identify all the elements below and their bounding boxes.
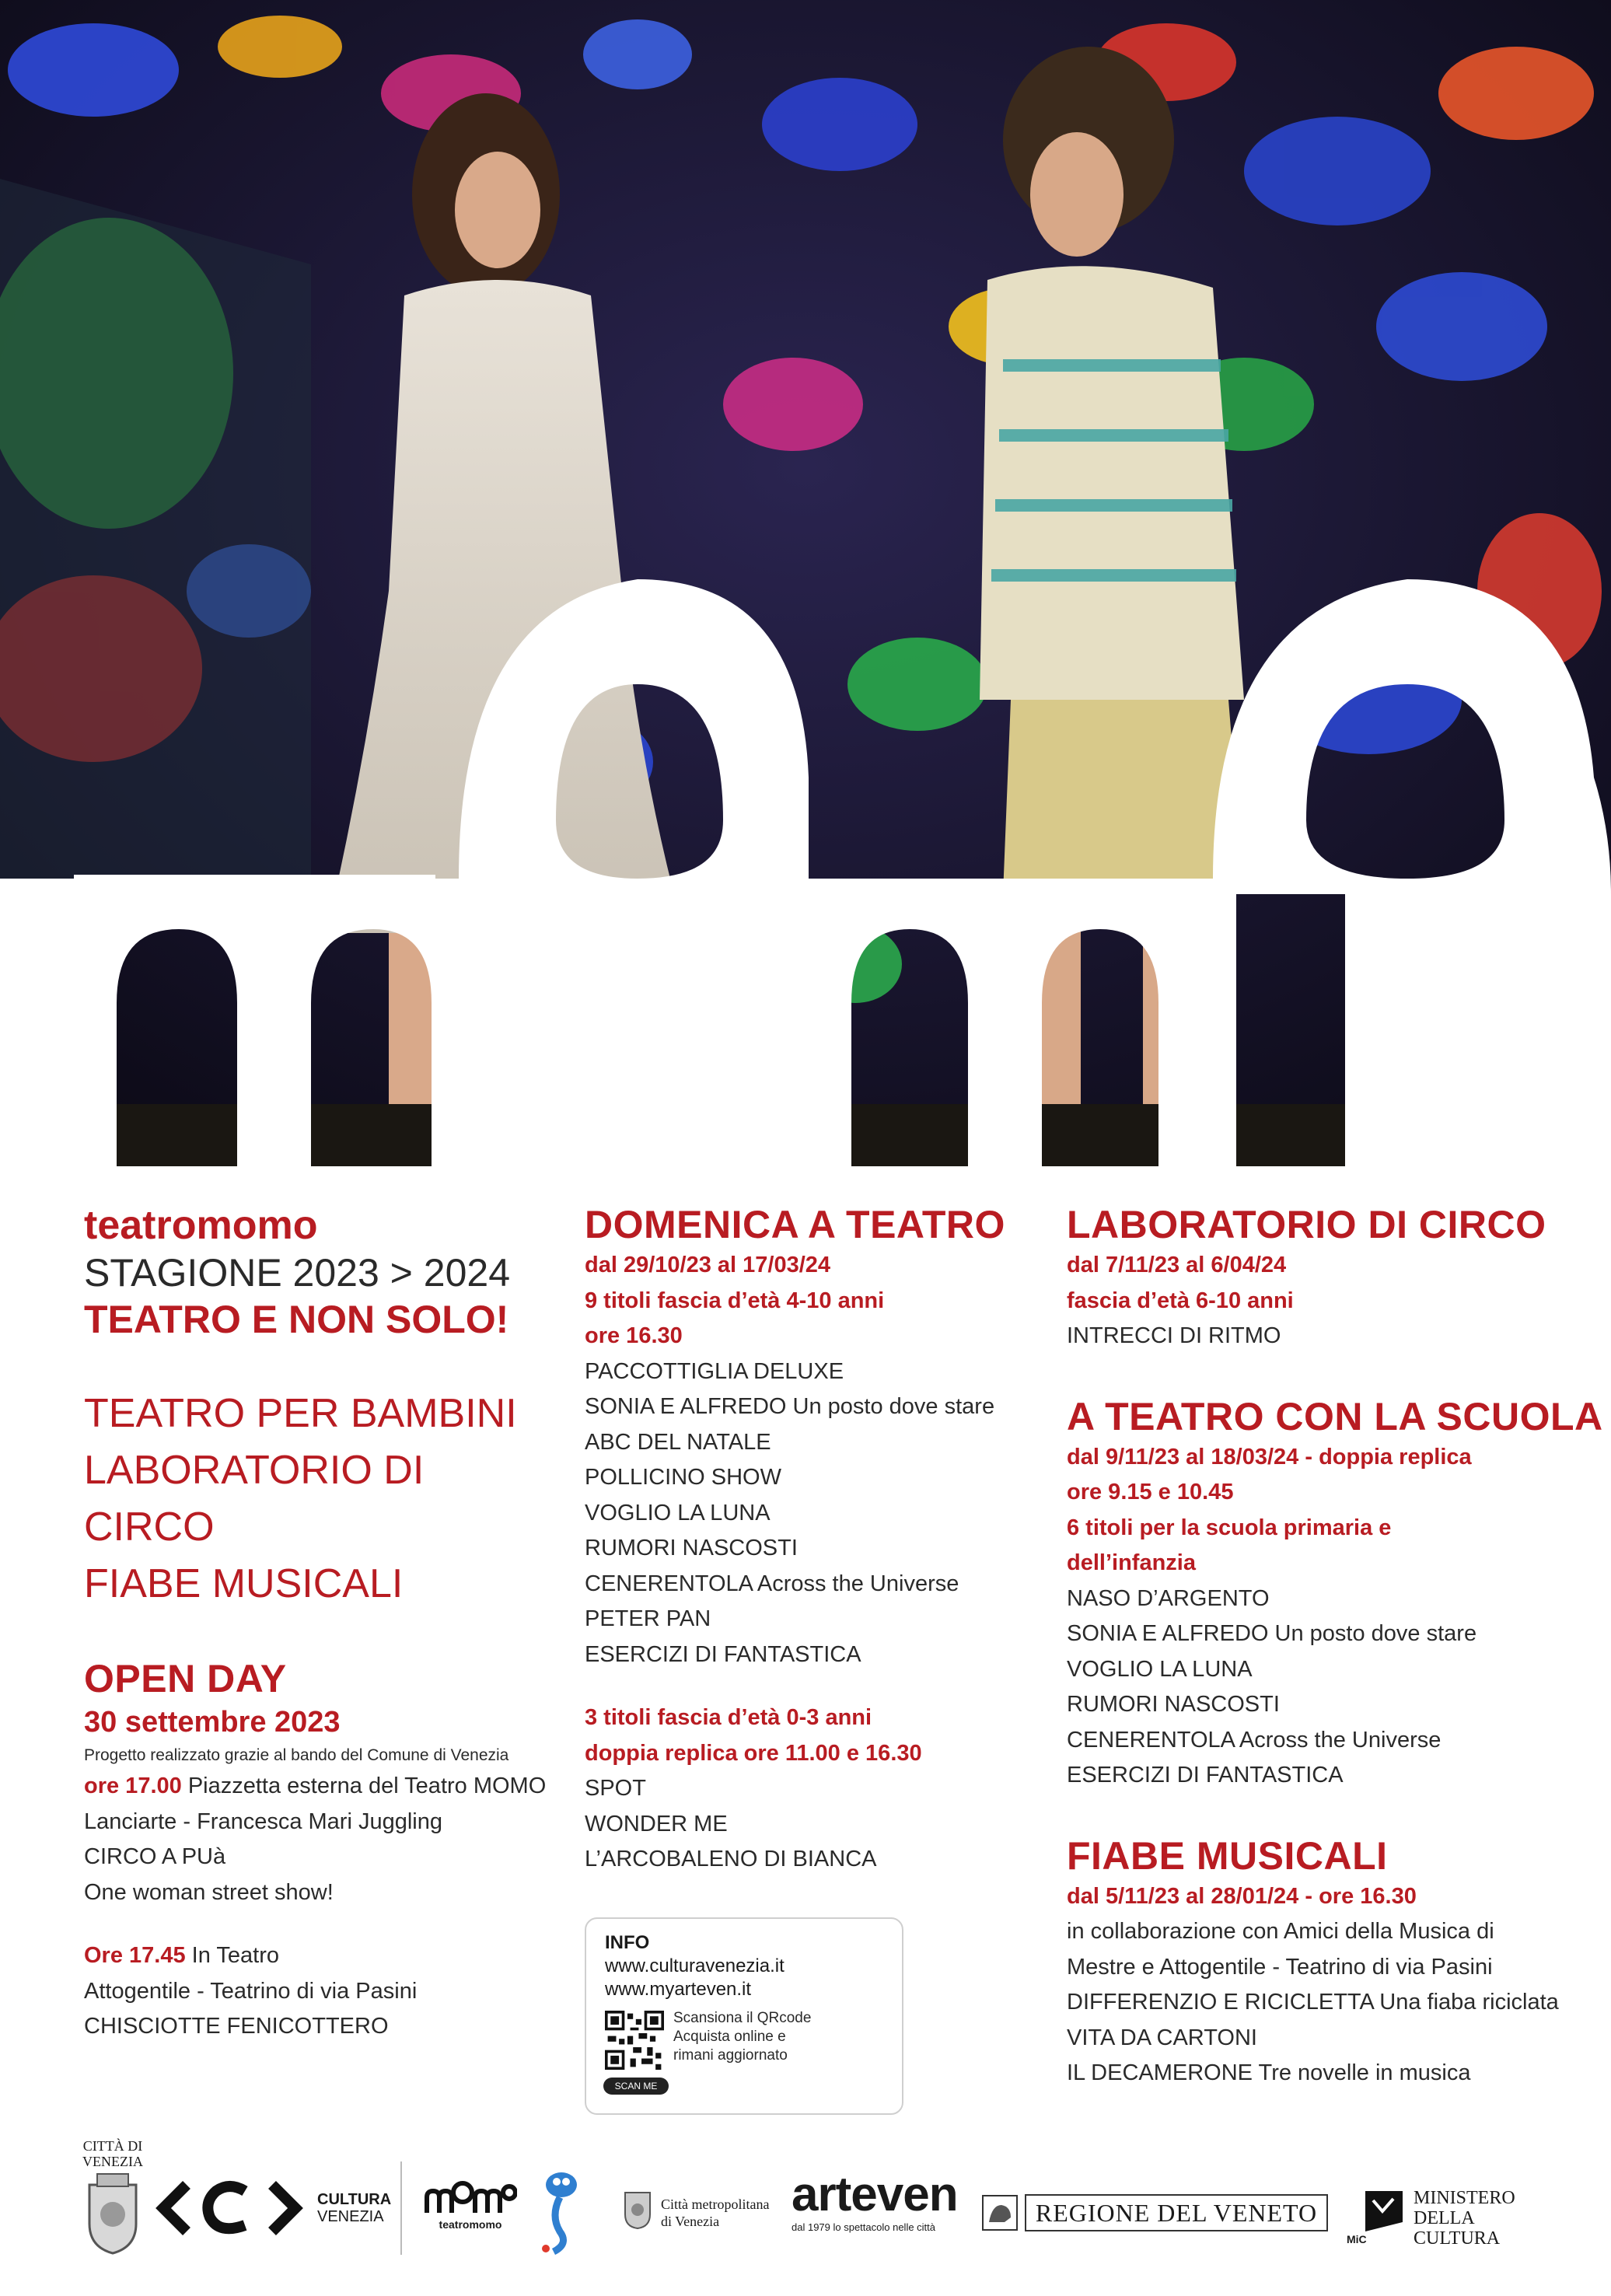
domenica-detail-2: 9 titoli fascia d’età 4-10 anni (585, 1288, 885, 1313)
domenica-show2-3: L’ARCOBALENO DI BIANCA (585, 1847, 877, 1871)
logo-citta-metropolitana (661, 2196, 769, 2230)
divider (400, 2161, 402, 2255)
fiabe-line-5: IL DECAMERONE Tre novelle in musica (1067, 2060, 1471, 2085)
logo-regione-veneto: REGIONE DEL VENETO (1025, 2194, 1328, 2231)
domenica-show-6: RUMORI NASCOSTI (585, 1536, 798, 1560)
scuola-detail-1: dal 9/11/23 al 18/03/24 - doppia replica (1067, 1444, 1472, 1470)
scuola-show-3: VOGLIO LA LUNA (1067, 1656, 1253, 1682)
scuola-show-5: CENERENTOLA Across the Universe (1067, 1727, 1442, 1753)
logo-cultura-venezia (156, 2177, 303, 2243)
domenica-detail2-1: 3 titoli fascia d’età 0-3 anni (585, 1705, 872, 1730)
citta-line-1: CITTÀ DI (82, 2138, 143, 2154)
fiabe-detail-1: dal 5/11/23 al 28/01/24 - ore 16.30 (1067, 1883, 1417, 1909)
mic-mark-text: MiC (1347, 2233, 1367, 2245)
qr-note-1: Scansiona il QRcode (673, 2010, 812, 2026)
column-intro (84, 1201, 547, 2045)
qr-note-2: Acquista online e (673, 2029, 786, 2045)
mic-line-1: MINISTERO (1414, 2188, 1515, 2208)
sponsor-logos (0, 2130, 1611, 2296)
regione-veneto-lion-icon (981, 2194, 1019, 2231)
fiabe-line-1: in collaborazione con Amici della Musica di (1067, 1919, 1494, 1944)
fiabe-line-3: DIFFERENZIO E RICICLETTA Una fiaba riciclata (1067, 1990, 1559, 2015)
laboratorio-detail-1: dal 7/11/23 al 6/04/24 (1067, 1253, 1287, 1277)
domenica-show-3: ABC DEL NATALE (585, 1429, 771, 1455)
offer-2: LABORATORIO DI CIRCO (84, 1448, 425, 1550)
tagline: TEATRO E NON SOLO! (84, 1298, 509, 1341)
arteven-subtitle: dal 1979 lo spettacolo nelle città (792, 2221, 936, 2233)
logo-ministero-cultura (1414, 2188, 1515, 2249)
info-title: INFO (605, 1932, 650, 1953)
column-domenica (585, 1201, 1020, 1878)
open-day-date: 30 settembre 2023 (84, 1706, 341, 1739)
domenica-detail-1: dal 29/10/23 al 17/03/24 (585, 1253, 831, 1277)
mic-line-2: DELLA (1414, 2208, 1475, 2228)
domenica-show-4: POLLICINO SHOW (585, 1465, 781, 1490)
open-day-slot-2 (84, 1938, 519, 1974)
domenica-show-2: SONIA E ALFREDO Un posto dove stare (585, 1394, 995, 1419)
slot-1-line-3: One woman street show! (84, 1879, 334, 1905)
cultura-venezia-text (317, 2191, 391, 2225)
info-url-1[interactable]: www.culturavenezia.it (605, 1955, 785, 1976)
cultura-line-2: VENEZIA (317, 2208, 384, 2225)
qr-code-icon[interactable] (605, 2011, 664, 2070)
slot-1-place: Piazzetta esterna del Teatro MOMO (181, 1774, 547, 1798)
metro-line-1: Città metropolitana (661, 2196, 770, 2212)
domenica-show-9: ESERCIZI DI FANTASTICA (585, 1641, 861, 1667)
slot-1-line-2: CIRCO A PUà (84, 1844, 226, 1869)
offer-1: TEATRO PER BAMBINI (84, 1391, 517, 1436)
open-day-title: OPEN DAY (84, 1657, 287, 1700)
mic-mark-icon (1362, 2188, 1406, 2235)
domenica-detail-3: ore 16.30 (585, 1323, 683, 1348)
laboratorio-detail-2: fascia d’età 6-10 anni (1067, 1288, 1294, 1313)
brand-name: teatromomo (84, 1203, 318, 1248)
laboratorio-title: LABORATORIO DI CIRCO (1067, 1203, 1546, 1246)
cultura-venezia-mark-icon (156, 2177, 303, 2239)
scuola-show-1: NASO D’ARGENTO (1067, 1585, 1270, 1611)
mascot-icon (536, 2169, 583, 2255)
scuola-show-6: ESERCIZI DI FANTASTICA (1067, 1763, 1344, 1788)
open-day-slot-1 (84, 1769, 547, 1805)
citta-line-2: VENEZIA (82, 2154, 143, 2169)
metro-crest-icon (622, 2186, 653, 2230)
offer-3: FIABE MUSICALI (84, 1561, 404, 1606)
qr-note-3: rimani aggiornato (673, 2047, 788, 2064)
domenica-show-7: CENERENTOLA Across the Universe (585, 1571, 959, 1596)
fiabe-title: FIABE MUSICALI (1067, 1833, 1388, 1878)
scuola-title: A TEATRO CON LA SCUOLA (1067, 1394, 1603, 1438)
scan-me-badge: SCAN ME (603, 2078, 669, 2095)
logo-teatromomo (424, 2179, 517, 2231)
slot-1-time: ore 17.00 (84, 1774, 182, 1798)
mic-line-3: CULTURA (1414, 2228, 1501, 2249)
momo-mark-icon (424, 2179, 517, 2214)
info-url-2[interactable]: www.myarteven.it (605, 1979, 752, 2000)
venice-crest-icon (82, 2169, 144, 2255)
domenica-show2-2: WONDER ME (585, 1811, 728, 1836)
arteven-text: arteven (792, 2168, 958, 2221)
scuola-detail-4: dell’infanzia (1067, 1550, 1196, 1575)
slot-1-line-1: Lanciarte - Francesca Mari Juggling (84, 1808, 442, 1834)
scuola-detail-3: 6 titoli per la scuola primaria e (1067, 1515, 1392, 1540)
domenica-title: DOMENICA A TEATRO (585, 1203, 1005, 1246)
slot-2-time: Ore 17.45 (84, 1943, 186, 1968)
laboratorio-show-1: INTRECCI DI RITMO (1067, 1323, 1281, 1348)
scuola-show-2: SONIA E ALFREDO Un posto dove stare (1067, 1621, 1477, 1646)
slot-2-line-1: Attogentile - Teatrino di via Pasini (84, 1978, 418, 2004)
info-box (585, 1917, 903, 2115)
slot-2-line-2: CHISCIOTTE FENICOTTERO (84, 2014, 389, 2039)
fiabe-line-4: VITA DA CARTONI (1067, 2025, 1257, 2050)
logo-citta-venezia (78, 2138, 148, 2259)
domenica-show-5: VOGLIO LA LUNA (585, 1500, 771, 1525)
logo-arteven (792, 2169, 958, 2235)
cultura-line-1: CULTURA (317, 2191, 392, 2208)
scuola-show-4: RUMORI NASCOSTI (1067, 1692, 1280, 1717)
scuola-detail-2: ore 9.15 e 10.45 (1067, 1480, 1234, 1504)
domenica-detail2-2: doppia replica ore 11.00 e 16.30 (585, 1740, 922, 1766)
season: STAGIONE 2023 > 2024 (84, 1251, 510, 1295)
metro-line-2: di Venezia (661, 2214, 720, 2229)
column-right (1067, 1201, 1603, 2092)
domenica-show-8: PETER PAN (585, 1606, 711, 1631)
funding-note: Progetto realizzato grazie al bando del Comune di Venezia (84, 1746, 509, 1764)
domenica-show2-1: SPOT (585, 1776, 646, 1801)
qr-note (673, 2009, 811, 2065)
fiabe-line-2: Mestre e Attogentile - Teatrino di via Pasini (1067, 1954, 1493, 1980)
domenica-show-1: PACCOTTIGLIA DELUXE (585, 1358, 844, 1384)
slot-2-place: In Teatro (185, 1943, 279, 1968)
momo-small-text: teatromomo (439, 2218, 502, 2231)
